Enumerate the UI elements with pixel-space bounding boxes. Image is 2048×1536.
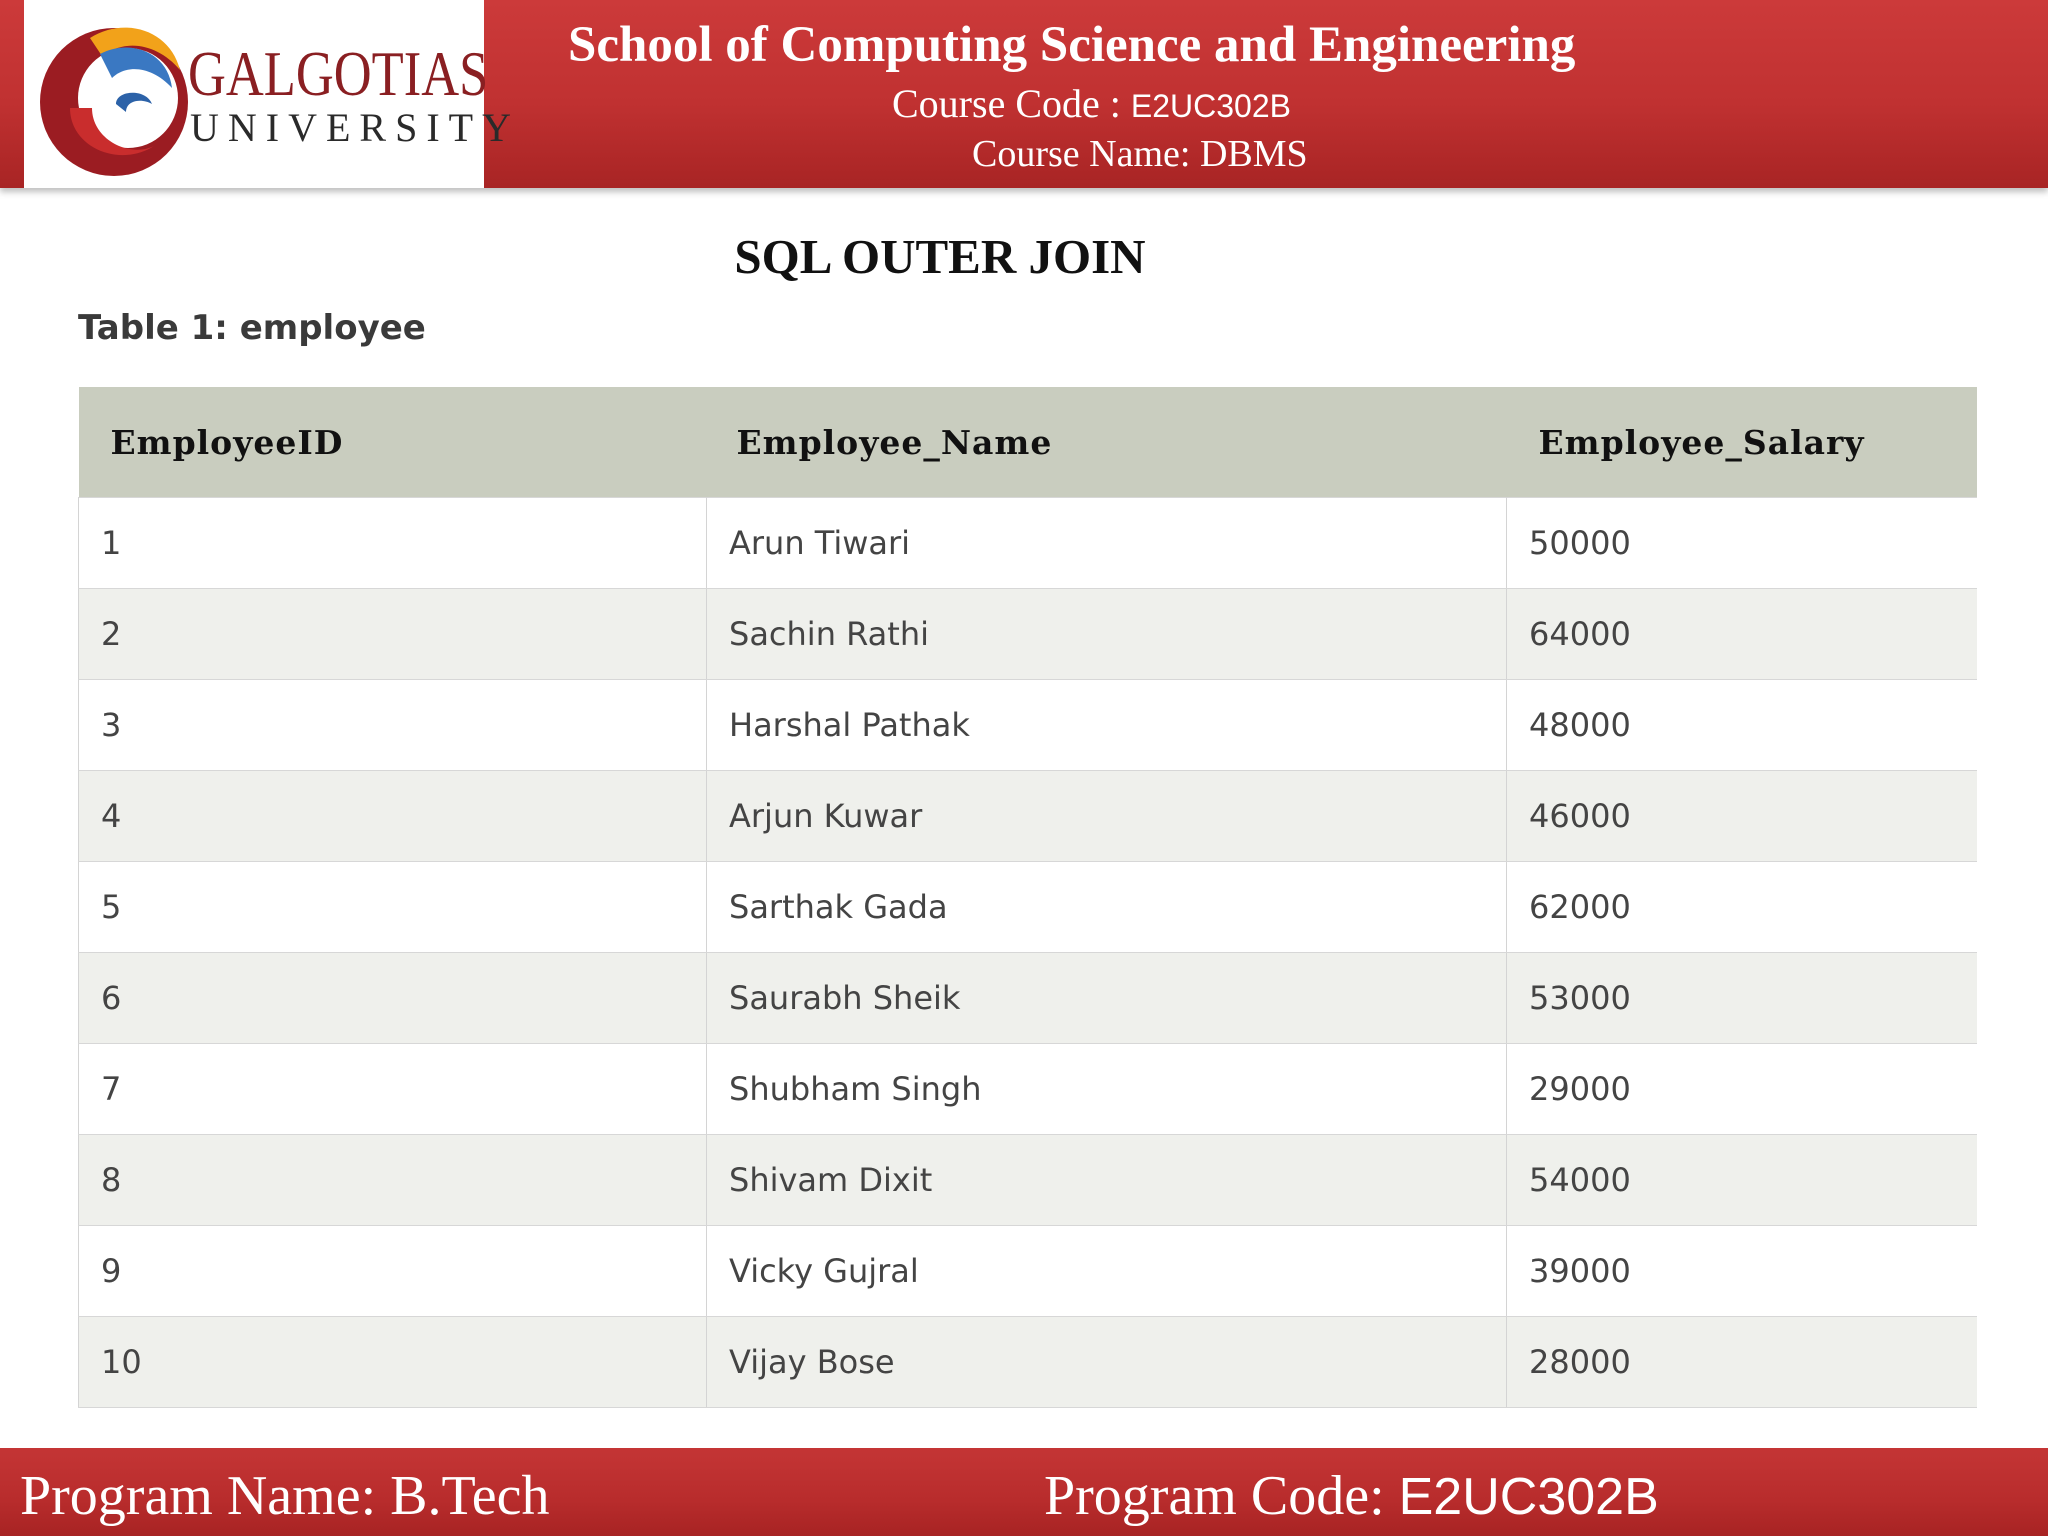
employee-id-cell: 7: [79, 1044, 707, 1135]
employee-salary-cell: 28000: [1507, 1317, 1977, 1408]
program-name: Program Name: B.Tech: [20, 1465, 550, 1527]
table-row: [79, 680, 1977, 771]
employee-salary-cell: 50000: [1507, 498, 1977, 589]
employee-name-cell: Shubham Singh: [707, 1044, 1507, 1135]
employee-id-cell: 10: [79, 1317, 707, 1408]
employee-salary-cell: 48000: [1507, 680, 1977, 771]
table-row: [79, 1135, 1977, 1226]
table-row: [79, 589, 1977, 680]
employee-id-cell: 9: [79, 1226, 707, 1317]
employee-name-cell: Arun Tiwari: [707, 498, 1507, 589]
table-row: [79, 771, 1977, 862]
course-code-value: E2UC302B: [1130, 88, 1291, 124]
table-row: [79, 1226, 1977, 1317]
employee-id-cell: 8: [79, 1135, 707, 1226]
employee-id-cell: 5: [79, 862, 707, 953]
employee-name-cell: Vicky Gujral: [707, 1226, 1507, 1317]
employee-salary-cell: 54000: [1507, 1135, 1977, 1226]
employee-name-cell: Vijay Bose: [707, 1317, 1507, 1408]
employee-id-cell: 2: [79, 589, 707, 680]
employee-id-cell: 1: [79, 498, 707, 589]
table-caption: Table 1: employee: [78, 308, 426, 348]
employee-salary-cell: 53000: [1507, 953, 1977, 1044]
table-row: [79, 1044, 1977, 1135]
employee-name-cell: Sarthak Gada: [707, 862, 1507, 953]
employee-salary-cell: 64000: [1507, 589, 1977, 680]
employee-name-cell: Arjun Kuwar: [707, 771, 1507, 862]
employee-id-cell: 6: [79, 953, 707, 1044]
employee-id-cell: 4: [79, 771, 707, 862]
program-code: [1044, 1464, 1659, 1528]
logo-wordmark: GALGOTIAS: [188, 38, 489, 109]
logo-subtitle: UNIVERSITY: [190, 105, 520, 150]
university-logo-mark-icon: [30, 8, 190, 184]
table-row: [79, 498, 1977, 589]
course-code-label: Course Code :: [892, 81, 1131, 126]
column-header: Employee_Name: [707, 387, 1507, 498]
employee-salary-cell: 29000: [1507, 1044, 1977, 1135]
employee-name-cell: Harshal Pathak: [707, 680, 1507, 771]
employee-id-cell: 3: [79, 680, 707, 771]
employee-salary-cell: 46000: [1507, 771, 1977, 862]
table-row: [79, 862, 1977, 953]
employee-name-cell: Sachin Rathi: [707, 589, 1507, 680]
course-name: Course Name: DBMS: [972, 133, 1308, 175]
employee-name-cell: Shivam Dixit: [707, 1135, 1507, 1226]
employee-table: [78, 387, 1977, 1408]
course-code-line: [892, 80, 1291, 127]
table-row: [79, 1317, 1977, 1408]
school-title: School of Computing Science and Engineering: [568, 17, 1576, 73]
university-logo: [24, 0, 520, 188]
table-header-row: [79, 387, 1977, 498]
slide-title: SQL OUTER JOIN: [734, 229, 1146, 284]
column-header: EmployeeID: [79, 387, 707, 498]
employee-name-cell: Saurabh Sheik: [707, 953, 1507, 1044]
program-code-value: E2UC302B: [1398, 1468, 1659, 1526]
column-header: Employee_Salary: [1507, 387, 1977, 498]
employee-salary-cell: 39000: [1507, 1226, 1977, 1317]
employee-salary-cell: 62000: [1507, 862, 1977, 953]
header-band: [0, 0, 2048, 188]
program-code-label: Program Code:: [1044, 1465, 1399, 1527]
table-row: [79, 953, 1977, 1044]
